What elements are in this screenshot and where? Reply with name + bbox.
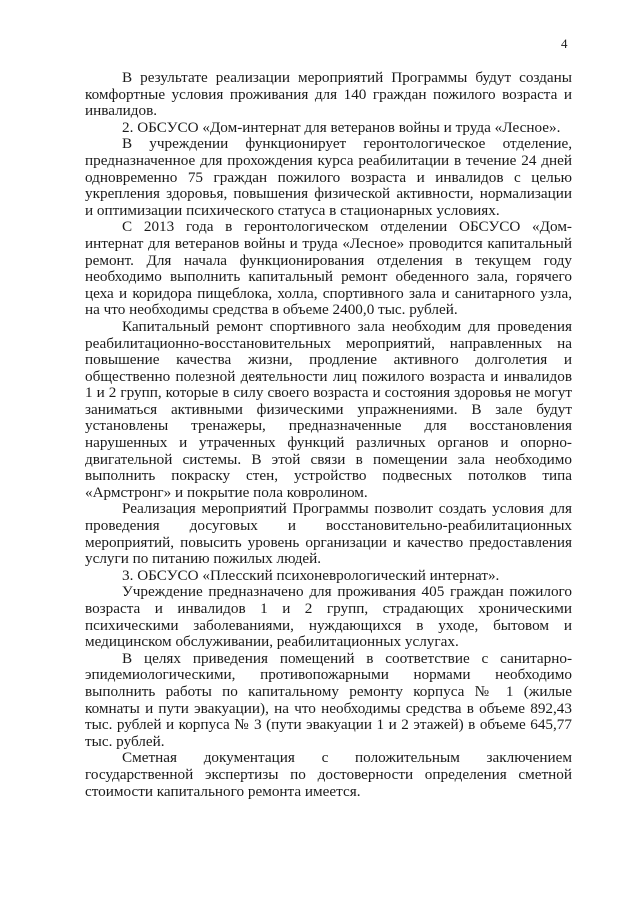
heading-institution-ples: 3. ОБСУСО «Плесский психоневрологический интернат». — [122, 566, 500, 584]
paragraph-program-results: В результате реализации мероприятий Программы будут созданы комфортные условия проживания для 140 граждан пожилого возраста и инвалидов. — [85, 69, 572, 120]
paragraph-gerontology-department: В учреждении функционирует геронтологическое отделение, предназначенное для прохождения курса реабилитации в течение 24 дней одновременно 75 граждан пожилого возраста и инвалидов с целью укрепления здоровья, повышения физической активности, нормализации и оптимизации психического статуса в стационарных условиях. — [85, 135, 572, 219]
paragraph-renovation-2013: С 2013 года в геронтологическом отделении ОБСУСО «Дом-интернат для ветеранов войны и труда «Лесное» проводится капитальный ремонт. Для начала функционирования отделения в текущем году необходимо выполнить капитальный ремонт обеденного зала, горячего цеха и коридора пищеблока, холла, спортивного зала и санитарного узла, на что необходимы средства в объеме 2400,0 тыс. рублей. — [85, 218, 572, 319]
paragraph-program-conditions: Реализация мероприятий Программы позволит создать условия для проведения досуговых и восстановительно-реабилитационных мероприятий, повысить уровень организации и качество предоставления услуги по питанию пожилых людей. — [85, 500, 572, 568]
page-number: 4 — [561, 36, 568, 51]
document-body — [85, 70, 572, 800]
paragraph-sports-hall-repair: Капитальный ремонт спортивного зала необходим для проведения реабилитационно-восстановительных мероприятий, направленных на повышение качества жизни, продление активного долголетия и общественно полезной деятельности лиц пожилого возраста и инвалидов 1 и 2 групп, которые в силу своего возраста и состояния здоровья не могут заниматься активными физическими упражнениями. В зале будут установлены тренажеры, предназначенные для восстановления нарушенных и утраченных функций различных органов и опорно-двигательной системы. В этой связи в помещении зала необходимо выполнить покраску стен, устройство подвесных потолков типа «Армстронг» и покрытие пола ковролином. — [85, 317, 572, 501]
paragraph-ples-repair-costs: В целях приведения помещений в соответствие с санитарно-эпидемиологическими, противопожарными нормами необходимо выполнить работы по капитальному ремонту корпуса № 1 (жилые комнаты и пути эвакуации), на что необходимы средства в объеме 892,43 тыс. рублей и корпуса № 3 (пути эвакуации 1 и 2 этажей) в объеме 645,77 тыс. рублей. — [85, 649, 572, 750]
heading-institution-lesnoe: 2. ОБСУСО «Дом-интернат для ветеранов войны и труда «Лесное». — [122, 118, 561, 136]
paragraph-ples-purpose: Учреждение предназначено для проживания 405 граждан пожилого возраста и инвалидов 1 и 2 групп, страдающих хроническими психическими заболеваниями, нуждающихся в уходе, бытовом и медицинском обслуживании, реабилитационных услугах. — [85, 583, 572, 651]
paragraph-estimate-documentation: Сметная документация с положительным заключением государственной экспертизы по достоверности определения сметной стоимости капитального ремонта имеется. — [85, 749, 572, 800]
